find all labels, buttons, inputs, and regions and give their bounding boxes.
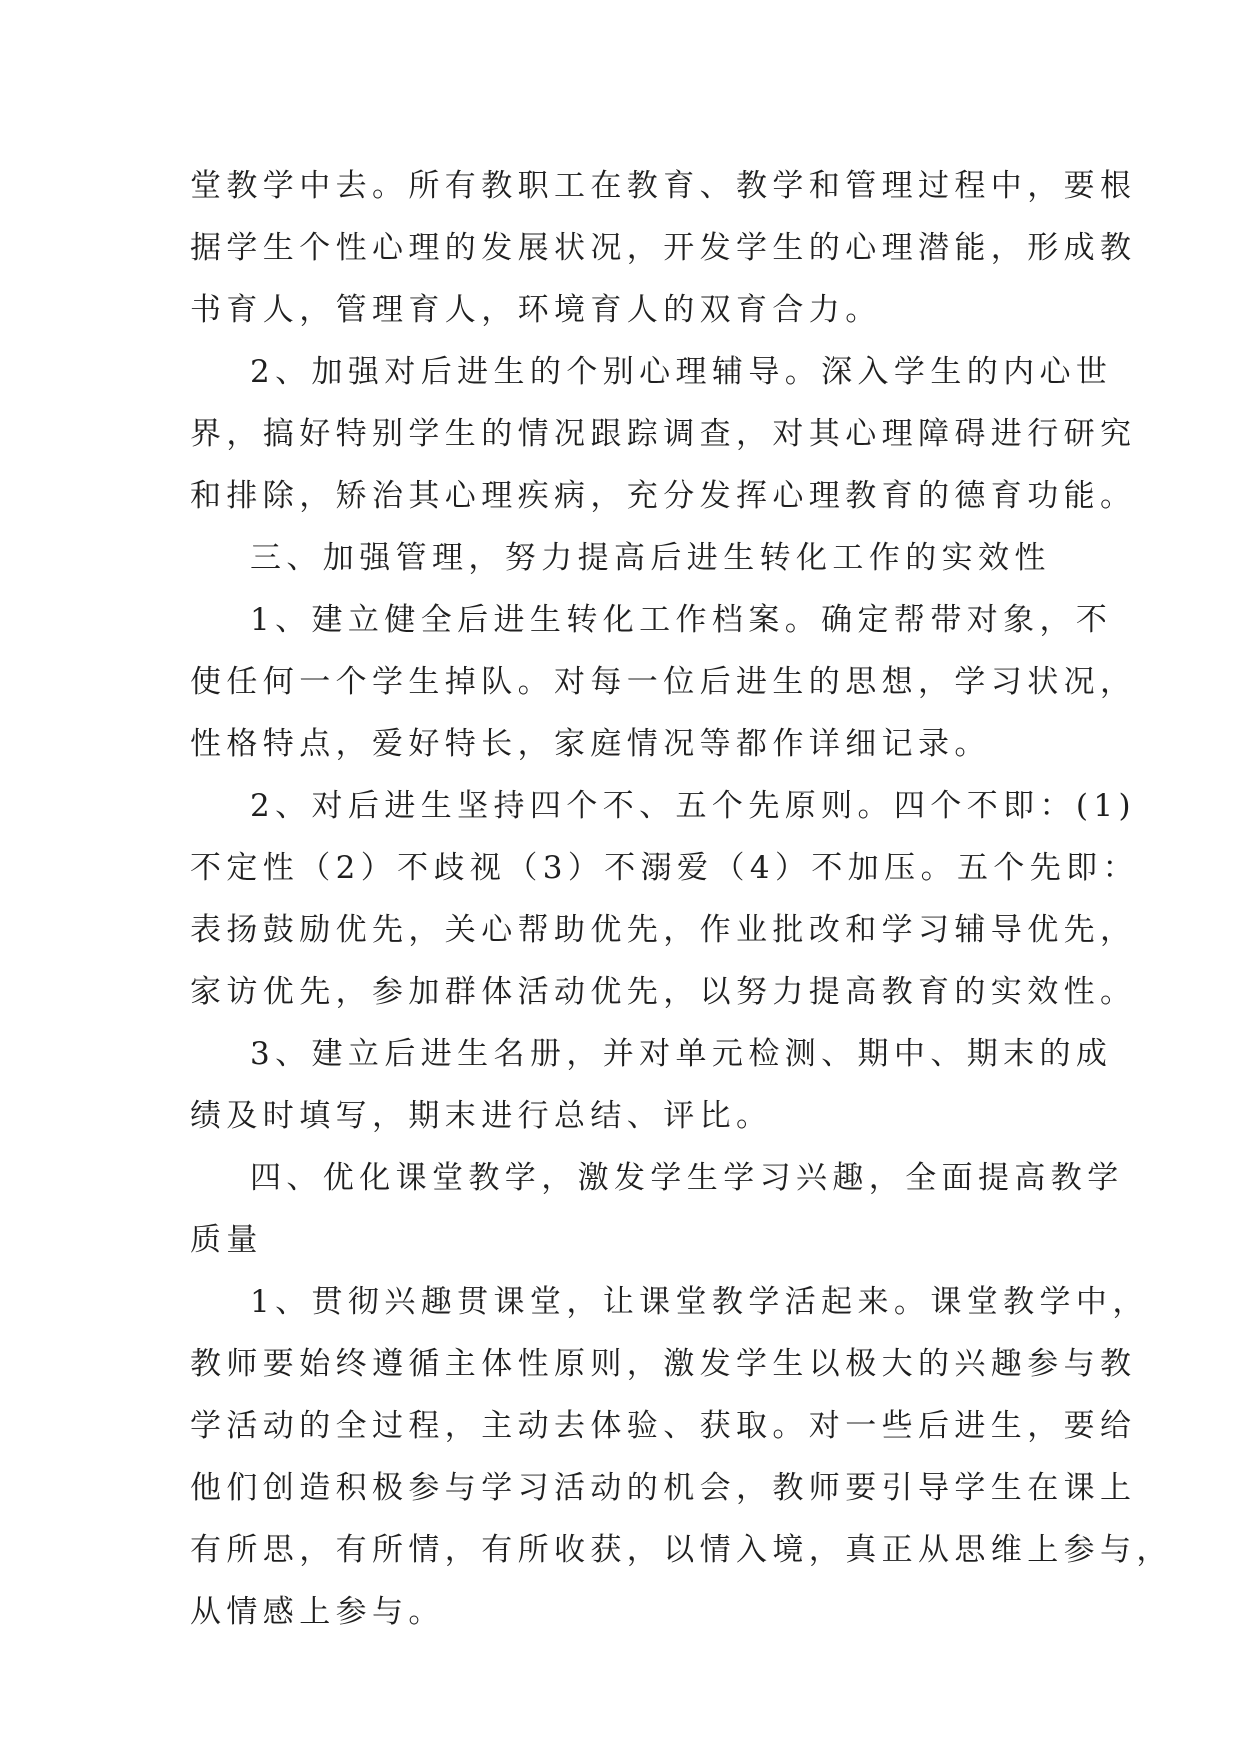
paragraph-start-line: 1、建立健全后进生转化工作档案。确定帮带对象，不 [250, 602, 1113, 638]
text-line: 据学生个性心理的发展状况，开发学生的心理潜能，形成教 [190, 230, 1137, 266]
text-line: 学活动的全过程，主动去体验、获取。对一些后进生，要给 [190, 1408, 1137, 1444]
text-line: 有所思，有所情，有所收获，以情入境，真正从思维上参与， [190, 1532, 1173, 1568]
paragraph-start-line: 1、贯彻兴趣贯课堂，让课堂教学活起来。课堂教学中， [250, 1284, 1149, 1320]
text-line: 从情感上参与。 [190, 1594, 445, 1630]
text-line: 表扬鼓励优先，关心帮助优先，作业批改和学习辅导优先， [190, 912, 1137, 948]
text-line: 绩及时填写，期末进行总结、评比。 [190, 1098, 773, 1134]
paragraph-start-line: 3、建立后进生名册，并对单元检测、期中、期末的成 [250, 1036, 1113, 1072]
section-heading: 三、加强管理，努力提高后进生转化工作的实效性 [250, 540, 1051, 576]
text-line: 堂教学中去。所有教职工在教育、教学和管理过程中，要根 [190, 168, 1137, 204]
text-line: 家访优先，参加群体活动优先，以努力提高教育的实效性。 [190, 974, 1137, 1010]
text-line: 使任何一个学生掉队。对每一位后进生的思想，学习状况， [190, 664, 1137, 700]
text-line: 和排除，矫治其心理疾病，充分发挥心理教育的德育功能。 [190, 478, 1137, 514]
section-heading: 四、优化课堂教学，激发学生学习兴趣，全面提高教学 [250, 1160, 1124, 1196]
text-line: 他们创造积极参与学习活动的机会，教师要引导学生在课上 [190, 1470, 1137, 1506]
paragraph-start-line: 2、加强对后进生的个别心理辅导。深入学生的内心世 [250, 354, 1113, 390]
section-heading-continuation: 质量 [190, 1222, 263, 1258]
text-line: 教师要始终遵循主体性原则，激发学生以极大的兴趣参与教 [190, 1346, 1137, 1382]
paragraph-start-line: 2、对后进生坚持四个不、五个先原则。四个不即：(1) [250, 788, 1137, 824]
text-line: 不定性（2）不歧视（3）不溺爱（4）不加压。五个先即： [190, 850, 1139, 886]
text-line: 性格特点，爱好特长，家庭情况等都作详细记录。 [190, 726, 991, 762]
text-line: 界，搞好特别学生的情况跟踪调查，对其心理障碍进行研究 [190, 416, 1137, 452]
text-line: 书育人，管理育人，环境育人的双育合力。 [190, 292, 882, 328]
